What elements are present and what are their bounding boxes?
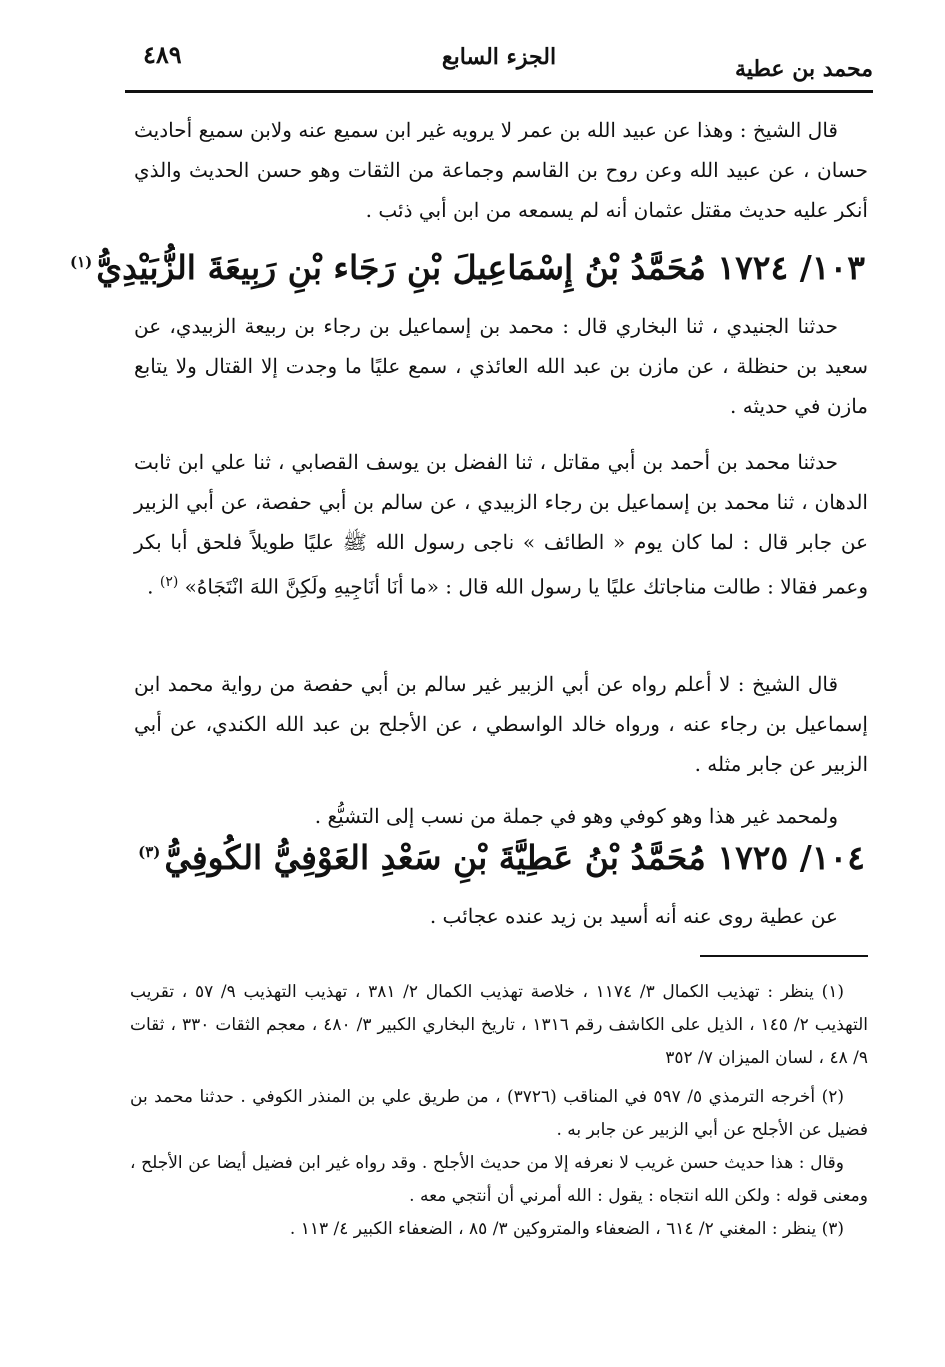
entry-title: ١٠٣/ ١٧٢٤ مُحَمَّدُ بْنُ إِسْمَاعِيلَ بْنِ رَجَاء بْنِ رَبِيعَةَ الزُّبَيْدِيُّ <box>96 248 865 287</box>
footnote-divider <box>700 955 868 957</box>
header-rule <box>125 90 873 93</box>
paragraph-text: عن عطية روى عنه أنه أسيد بن زيد عنده عجائب . <box>429 904 838 928</box>
paragraph-5 <box>134 796 868 836</box>
footnote-3: (٣) ينظر : المغني ٢/ ٦١٤ ، الضعفاء والمتروكين ٣/ ٨٥ ، الضعفاء الكبير ٤/ ١١٣ . <box>289 1219 844 1239</box>
footnote-2: (٢) أخرجه الترمذي ٥/ ٥٩٧ في المناقب (٣٧٢٦) ، من طريق علي بن المنذر الكوفي . حدثنا محمد بن فضيل عن الأجلح عن أبي الزبير عن جابر به . <box>130 1087 868 1140</box>
footnote-marker: (٣) <box>138 843 161 861</box>
entry-title: ١٠٤/ ١٧٢٥ مُحَمَّدُ بْنُ عَطِيَّةَ بْنِ سَعْدِ العَوْفِيُّ الكُوفِيُّ <box>164 838 865 877</box>
hadith-text: حدثنا محمد بن أحمد بن أبي مقاتل ، ثنا الفضل بن يوسف القصابي ، ثنا علي ابن ثابت الدهان ، ثنا محمد بن إسماعيل بن رجاء الزبيدي ، عن سالم بن أبي حفصة، عن أبي الزبير عن جابر قال : لما كان يوم « الطائف » ناجى رسول الله ﷺ عليًا طويلاً فلحق أبا بكر وعمر فقالا : طالت مناجاتك عليًا يا رسول الله قال : «ما أنَا أنَاجِيهِ ولَكِنَّ اللهَ انْتَجَاهُ» <box>134 450 868 599</box>
running-title: محمد بن عطية <box>734 56 873 82</box>
paragraph-text: قال الشيخ : لا أعلم رواه عن أبي الزبير غير سالم بن أبي حفصة من رواية محمد ابن إسماعيل بن رجاء عنه ، ورواه خالد الواسطي ، عن الأجلح بن عبد الله الكندي، عن أبي الزبير عن جابر مثله . <box>134 672 868 776</box>
paragraph-text: ولمحمد غير هذا وهو كوفي وهو في جملة من نسب إلى التشيُّع . <box>314 804 838 828</box>
footnotes <box>130 976 868 1246</box>
paragraph-text: حدثنا محمد بن أحمد بن أبي مقاتل ، ثنا الفضل بن يوسف القصابي ، ثنا علي ابن ثابت الدهان ، ثنا محمد بن إسماعيل بن رجاء الزبيدي ، عن سالم بن أبي حفصة، عن أبي الزبير عن جابر قال : لما كان يوم « الطائف » ناجى رسول الله ﷺ عليًا طويلاً فلحق أبا بكر وعمر فقالا : طالت مناجاتك عليًا يا رسول الله قال : «ما أنَا أنَاجِيهِ ولَكِنَّ اللهَ انْتَجَاهُ» $^{(٢)}$ . <box>134 450 868 599</box>
entry-heading-1725 <box>138 838 865 877</box>
paragraph-4 <box>134 664 868 784</box>
paragraph-text: حدثنا الجنيدي ، ثنا البخاري قال : محمد بن إسماعيل بن رجاء بن ربيعة الزبيدي، عن سعيد بن حنظلة ، عن مازن بن عبد الله العائذي ، سمع عليًا ما وجدت إلا القتال ولا يتابع مازن في حديثه . <box>134 314 868 418</box>
page-number: ٤٨٩ <box>143 40 182 69</box>
paragraph-3 <box>134 442 868 607</box>
page-header <box>125 34 873 94</box>
footnote-2-continued: وقال : هذا حديث حسن غريب لا نعرفه إلا من حديث الأجلح . وقد رواه غير ابن فضيل أيضا عن الأجلح ، ومعنى قوله : ولكن الله انتجاه : يقول : الله أمرني أن أنتجي معه . <box>130 1153 868 1206</box>
paragraph-6 <box>134 896 868 936</box>
entry-heading-1724 <box>70 248 865 287</box>
paragraph-1 <box>134 110 868 230</box>
volume-title: الجزء السابع <box>441 44 557 70</box>
paragraph-2 <box>134 306 868 426</box>
paragraph-text: قال الشيخ : وهذا عن عبيد الله بن عمر لا يرويه غير ابن سميع عنه ولابن سميع أحاديث حسان ، عن عبيد الله وعن روح بن القاسم وجماعة من الثقات وهو حسن الحديث والذي أنكر عليه حديث مقتل عثمان أنه لم يسمعه من ابن أبي ذئب . <box>134 118 868 222</box>
footnote-marker: (٢) <box>159 574 179 590</box>
footnote-1: (١) ينظر : تهذيب الكمال ٣/ ١١٧٤ ، خلاصة تهذيب الكمال ٢/ ٣٨١ ، تهذيب التهذيب ٩/ ٥٧ ، تقريب التهذيب ٢/ ١٤٥ ، الذيل على الكاشف رقم ١٣١٦ ، تاريخ البخاري الكبير ٣/ ٤٨٠ ، معجم الثقات ٣٣٠ ، ثقات ٩/ ٤٨ ، لسان الميزان ٧/ ٣٥٢ <box>130 982 869 1068</box>
footnote-marker: (١) <box>69 253 93 271</box>
